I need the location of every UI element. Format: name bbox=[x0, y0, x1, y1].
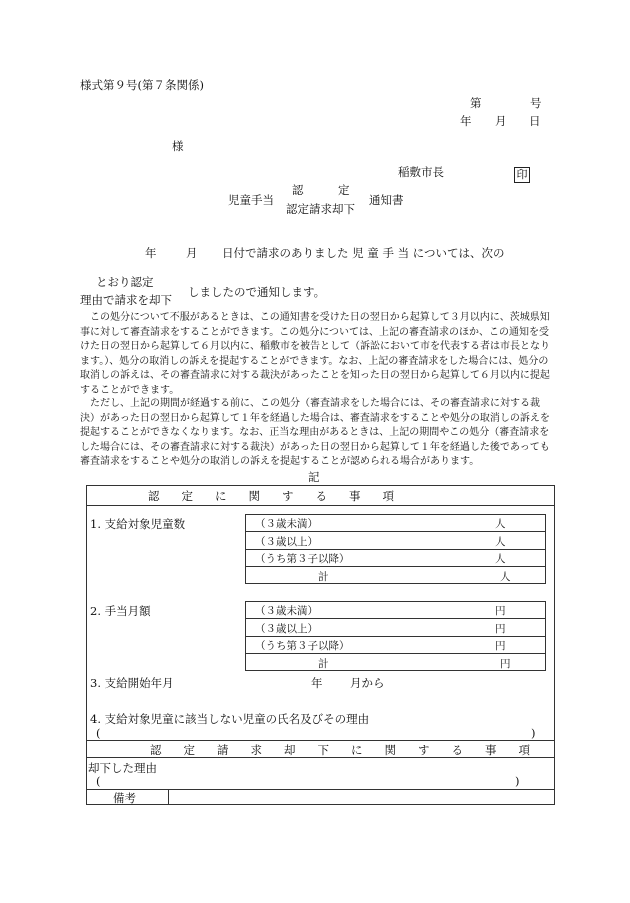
item4-label: 4. 支給対象児童に該当しない児童の氏名及びその理由 bbox=[90, 712, 370, 726]
item1-total-unit: 人 bbox=[500, 571, 511, 583]
divider bbox=[86, 757, 555, 758]
rejection-close-paren: ) bbox=[515, 774, 520, 788]
notice-line2-rest: しましたので通知します。 bbox=[188, 285, 326, 299]
remarks-label: 備考 bbox=[113, 791, 136, 805]
item2-row-label: （３歳以上） bbox=[255, 623, 318, 635]
item2-row-label: （うち第３子以降） bbox=[255, 640, 350, 652]
item1-row-unit: 人 bbox=[495, 553, 506, 565]
issuer: 稲敷市長 bbox=[398, 165, 444, 179]
notice-year: 年 bbox=[145, 246, 157, 260]
item2-label: 2. 手当月額 bbox=[90, 604, 151, 618]
title-suffix: 通知書 bbox=[369, 193, 404, 207]
item1-row-label: （３歳未満） bbox=[255, 518, 318, 530]
seal-text: 印 bbox=[514, 167, 530, 183]
item3-year: 年 bbox=[311, 676, 323, 690]
item1-row-label: （３歳以上） bbox=[255, 536, 318, 548]
notice-option-b: 理由で請求を却下 bbox=[80, 293, 172, 307]
doc-no-go: 号 bbox=[530, 96, 542, 110]
divider bbox=[245, 618, 546, 619]
divider bbox=[245, 531, 546, 532]
item3-label: 3. 支給開始年月 bbox=[90, 676, 174, 690]
title-prefix: 児童手当 bbox=[228, 193, 274, 207]
item1-row-unit: 人 bbox=[495, 518, 506, 530]
title-lower: 認定請求却下 bbox=[286, 202, 355, 216]
item4-close-paren: ) bbox=[531, 726, 536, 740]
item2-total-label: 計 bbox=[318, 658, 329, 670]
rejection-open-paren: ( bbox=[96, 774, 101, 788]
item4-open-paren: ( bbox=[96, 726, 101, 740]
item1-row-unit: 人 bbox=[495, 536, 506, 548]
section1-header: 認定に関する事項 bbox=[148, 489, 416, 503]
ki-label: 記 bbox=[308, 470, 320, 484]
divider bbox=[245, 653, 546, 654]
item2-row-unit: 円 bbox=[495, 623, 506, 635]
item2-total-unit: 円 bbox=[500, 658, 511, 670]
date-month: 月 bbox=[495, 114, 507, 128]
divider bbox=[86, 505, 555, 506]
rejection-label: 却下した理由 bbox=[88, 761, 157, 775]
item1-row-label: （うち第３子以降） bbox=[255, 553, 350, 565]
appeal-paragraph-2: ただし、上記の期間が経過する前に、この処分（審査請求をした場合には、その審査請求に対する裁決）があった日の翌日から起算して１年を経過した場合は、審査請求をすることや処分の取消しの訴えを提起することができなくなります。なお、正当な理由があるときは、上記の期間やこの処分（審査請求をした場合には、その審査請求に対する裁決）があった日の翌日から起算して１年を経過した後であっても審査請求をすることや処分の取消しの訴えを提起することが認められる場合があります。 bbox=[80, 398, 550, 468]
item3-month-from: 月から bbox=[350, 676, 385, 690]
item2-row-unit: 円 bbox=[495, 605, 506, 617]
addressee-suffix: 様 bbox=[172, 139, 184, 153]
appeal-paragraph-1: この処分について不服があるときは、この通知書を受けた日の翌日から起算して３月以内に、茨城県知事に対して審査請求をすることができます。この処分については、上記の審査請求のほか、この通知を受けた日の翌日から起算して６月以内に、稲敷市を被告として（訴訟において市を代表する者は市長となります。）、処分の取消しの訴えを提起することができます。なお、上記の審査請求をした場合には、処分の取消しの訴えは、その審査請求に対する裁決があったことを知った日の翌日から起算して６月以内に提起することができます。 bbox=[80, 312, 550, 396]
item2-row-label: （３歳未満） bbox=[255, 605, 318, 617]
notice-option-a: とおり認定 bbox=[96, 275, 154, 289]
divider bbox=[86, 789, 555, 790]
divider bbox=[86, 740, 555, 741]
item2-row-unit: 円 bbox=[495, 640, 506, 652]
item1-total-label: 計 bbox=[318, 571, 329, 583]
title-upper: 認 定 bbox=[292, 183, 350, 197]
form-number: 様式第９号(第７条関係) bbox=[80, 78, 204, 92]
divider bbox=[168, 789, 169, 805]
divider bbox=[245, 636, 546, 637]
seal-mark bbox=[514, 163, 530, 183]
divider bbox=[245, 549, 546, 550]
section2-header: 認定請求却下に関する事項 bbox=[150, 743, 552, 757]
divider bbox=[245, 566, 546, 567]
doc-no-dai: 第 bbox=[470, 96, 482, 110]
notice-month: 月 bbox=[186, 246, 198, 260]
date-year: 年 bbox=[460, 114, 472, 128]
date-day: 日 bbox=[529, 114, 541, 128]
notice-line1-rest: 日付で請求のありました 児 童 手 当 については、次の bbox=[222, 246, 505, 260]
item1-label: 1. 支給対象児童数 bbox=[90, 517, 186, 531]
